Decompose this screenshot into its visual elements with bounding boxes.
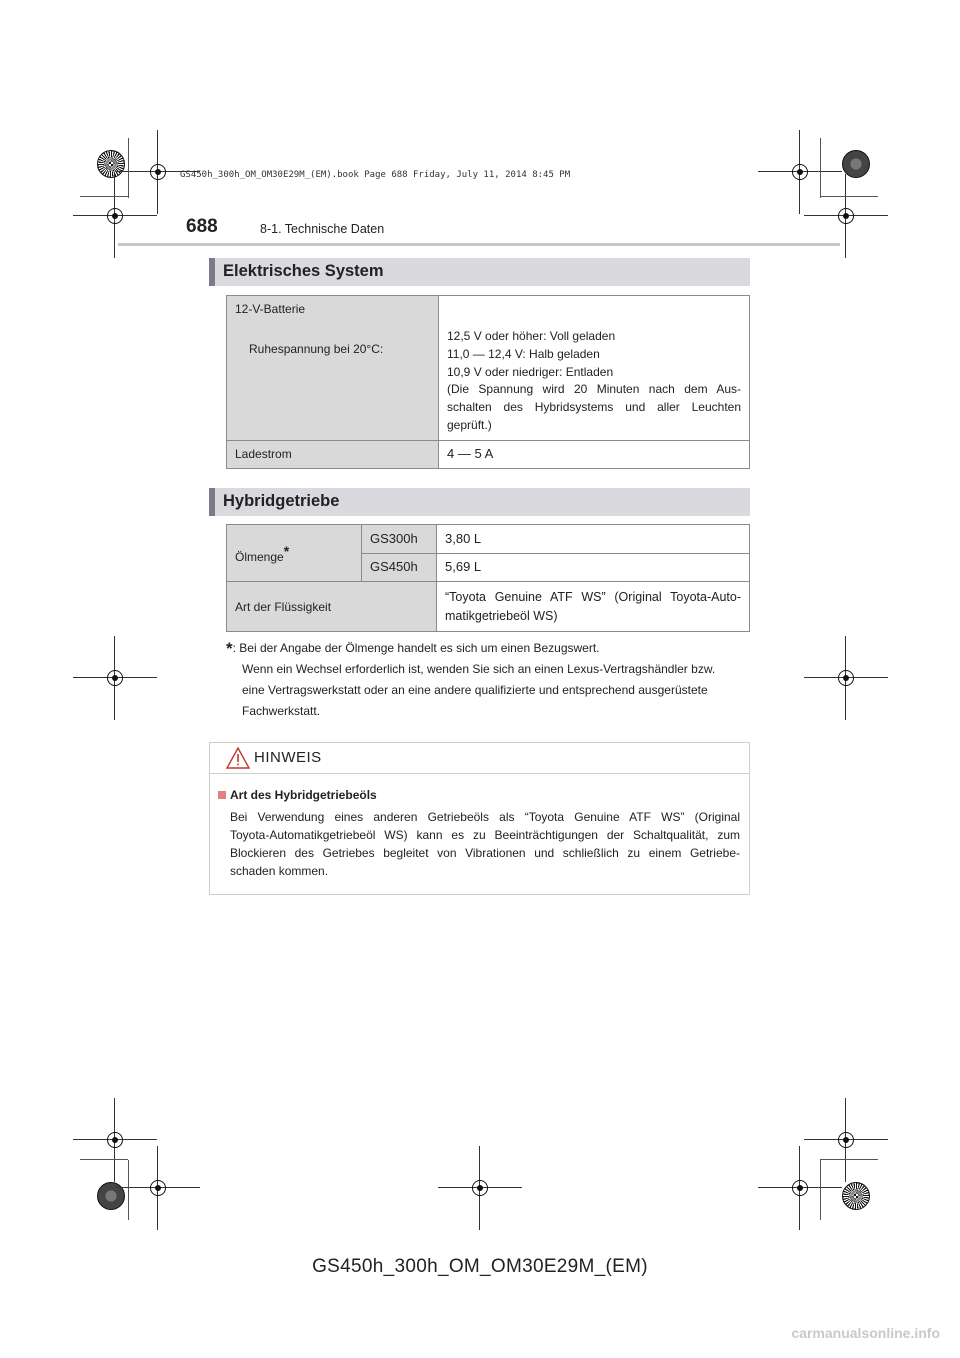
section-heading-transmission — [209, 488, 750, 516]
crop-line — [820, 138, 821, 198]
page-number: 688 — [186, 216, 218, 237]
registration-mark-icon — [103, 1128, 127, 1152]
section-heading-text: Elektrisches System — [223, 262, 384, 280]
bullet-square-icon — [218, 791, 226, 799]
electrical-table — [226, 295, 750, 469]
registration-mark-icon — [103, 666, 127, 690]
section-heading-text: Hybridgetriebe — [223, 492, 340, 510]
print-color-wheel-icon — [97, 150, 125, 178]
print-color-wheel-icon — [842, 1182, 870, 1210]
crop-line — [80, 196, 128, 197]
charge-label: Ladestrom — [227, 441, 439, 469]
registration-mark-icon — [788, 1176, 812, 1200]
crop-line — [80, 1159, 128, 1160]
oil-value-cell: 3,80 L — [437, 525, 750, 554]
crop-line — [128, 138, 129, 198]
footnote: *: Bei der Angabe der Ölmenge handelt es sich um einen Bezugswert. Wenn ein Wechsel erforderlich ist, wenden Sie sich an einen Lexus-Vertragshändler bzw. eine Vertragswerkstatt oder an eine andere qualifizierte und entsprechend ausgerüstete Fachwerkstatt. — [226, 639, 716, 718]
section-title: 8-1. Technische Daten — [260, 222, 385, 236]
battery-cell — [227, 296, 439, 441]
crop-line — [820, 196, 878, 197]
crop-line — [820, 1159, 878, 1160]
header-rule — [118, 243, 840, 246]
registration-mark-icon — [834, 666, 858, 690]
registration-mark-icon — [468, 1176, 492, 1200]
watermark: carmanualsonline.info — [791, 1325, 940, 1341]
model-cell: GS300h — [362, 525, 437, 554]
notice-header — [210, 743, 749, 774]
rest-voltage-label: Ruhespannung bei 20°C: — [249, 342, 384, 356]
notice-body: Bei Verwendung eines anderen Getriebeöls als “Toyota Genuine ATF WS” (Original Toyota-Automatikgetriebeöl WS) kann es zu Beeinträchtigungen der Schaltqualität, zum Blockieren des Getriebes begleitet von Vibrationen und schließlich zu einem Getriebe- schaden kommen. — [230, 810, 740, 878]
registration-mark-icon — [788, 160, 812, 184]
notice-item-title: Art des Hybridgetriebeöls — [218, 788, 377, 802]
transmission-table — [226, 524, 750, 632]
asterisk-marker: * — [283, 542, 290, 559]
crop-line — [128, 1160, 129, 1220]
section-heading-electrical — [209, 258, 750, 286]
battery-label: 12-V-Batterie — [235, 302, 306, 316]
crop-line — [820, 1160, 821, 1220]
print-gray-disc-icon — [842, 150, 870, 178]
oil-amount-label: Ölmenge* — [227, 525, 362, 582]
notice-title: HINWEIS — [254, 749, 322, 766]
notice-box — [209, 742, 750, 895]
fluid-type-value: “Toyota Genuine ATF WS” (Original Toyota-Auto- matikgetriebeöl WS) — [437, 582, 750, 632]
model-cell: GS450h — [362, 554, 437, 582]
registration-mark-icon — [834, 204, 858, 228]
fluid-type-label: Art der Flüssigkeit — [227, 582, 437, 632]
rest-voltage-values: 12,5 V oder höher: Voll geladen 11,0 — 12,4 V: Halb geladen 10,9 V oder niedriger: Entladen (Die Spannung wird 20 Minuten nach dem Aus- schalten des Hybridsystems und aller Leuchten geprüft.) — [439, 296, 750, 441]
registration-mark-icon — [834, 1128, 858, 1152]
warning-triangle-icon — [226, 747, 250, 769]
footer-code: GS450h_300h_OM_OM30E29M_(EM) — [312, 1256, 648, 1277]
registration-mark-icon — [146, 1176, 170, 1200]
registration-mark-icon — [103, 204, 127, 228]
book-info: GS450h_300h_OM_OM30E29M_(EM).book Page 688 Friday, July 11, 2014 8:45 PM — [180, 170, 571, 180]
charge-value: 4 — 5 A — [439, 441, 750, 469]
oil-value-cell: 5,69 L — [437, 554, 750, 582]
registration-mark-icon — [146, 160, 170, 184]
footnote-marker: * — [226, 639, 233, 658]
